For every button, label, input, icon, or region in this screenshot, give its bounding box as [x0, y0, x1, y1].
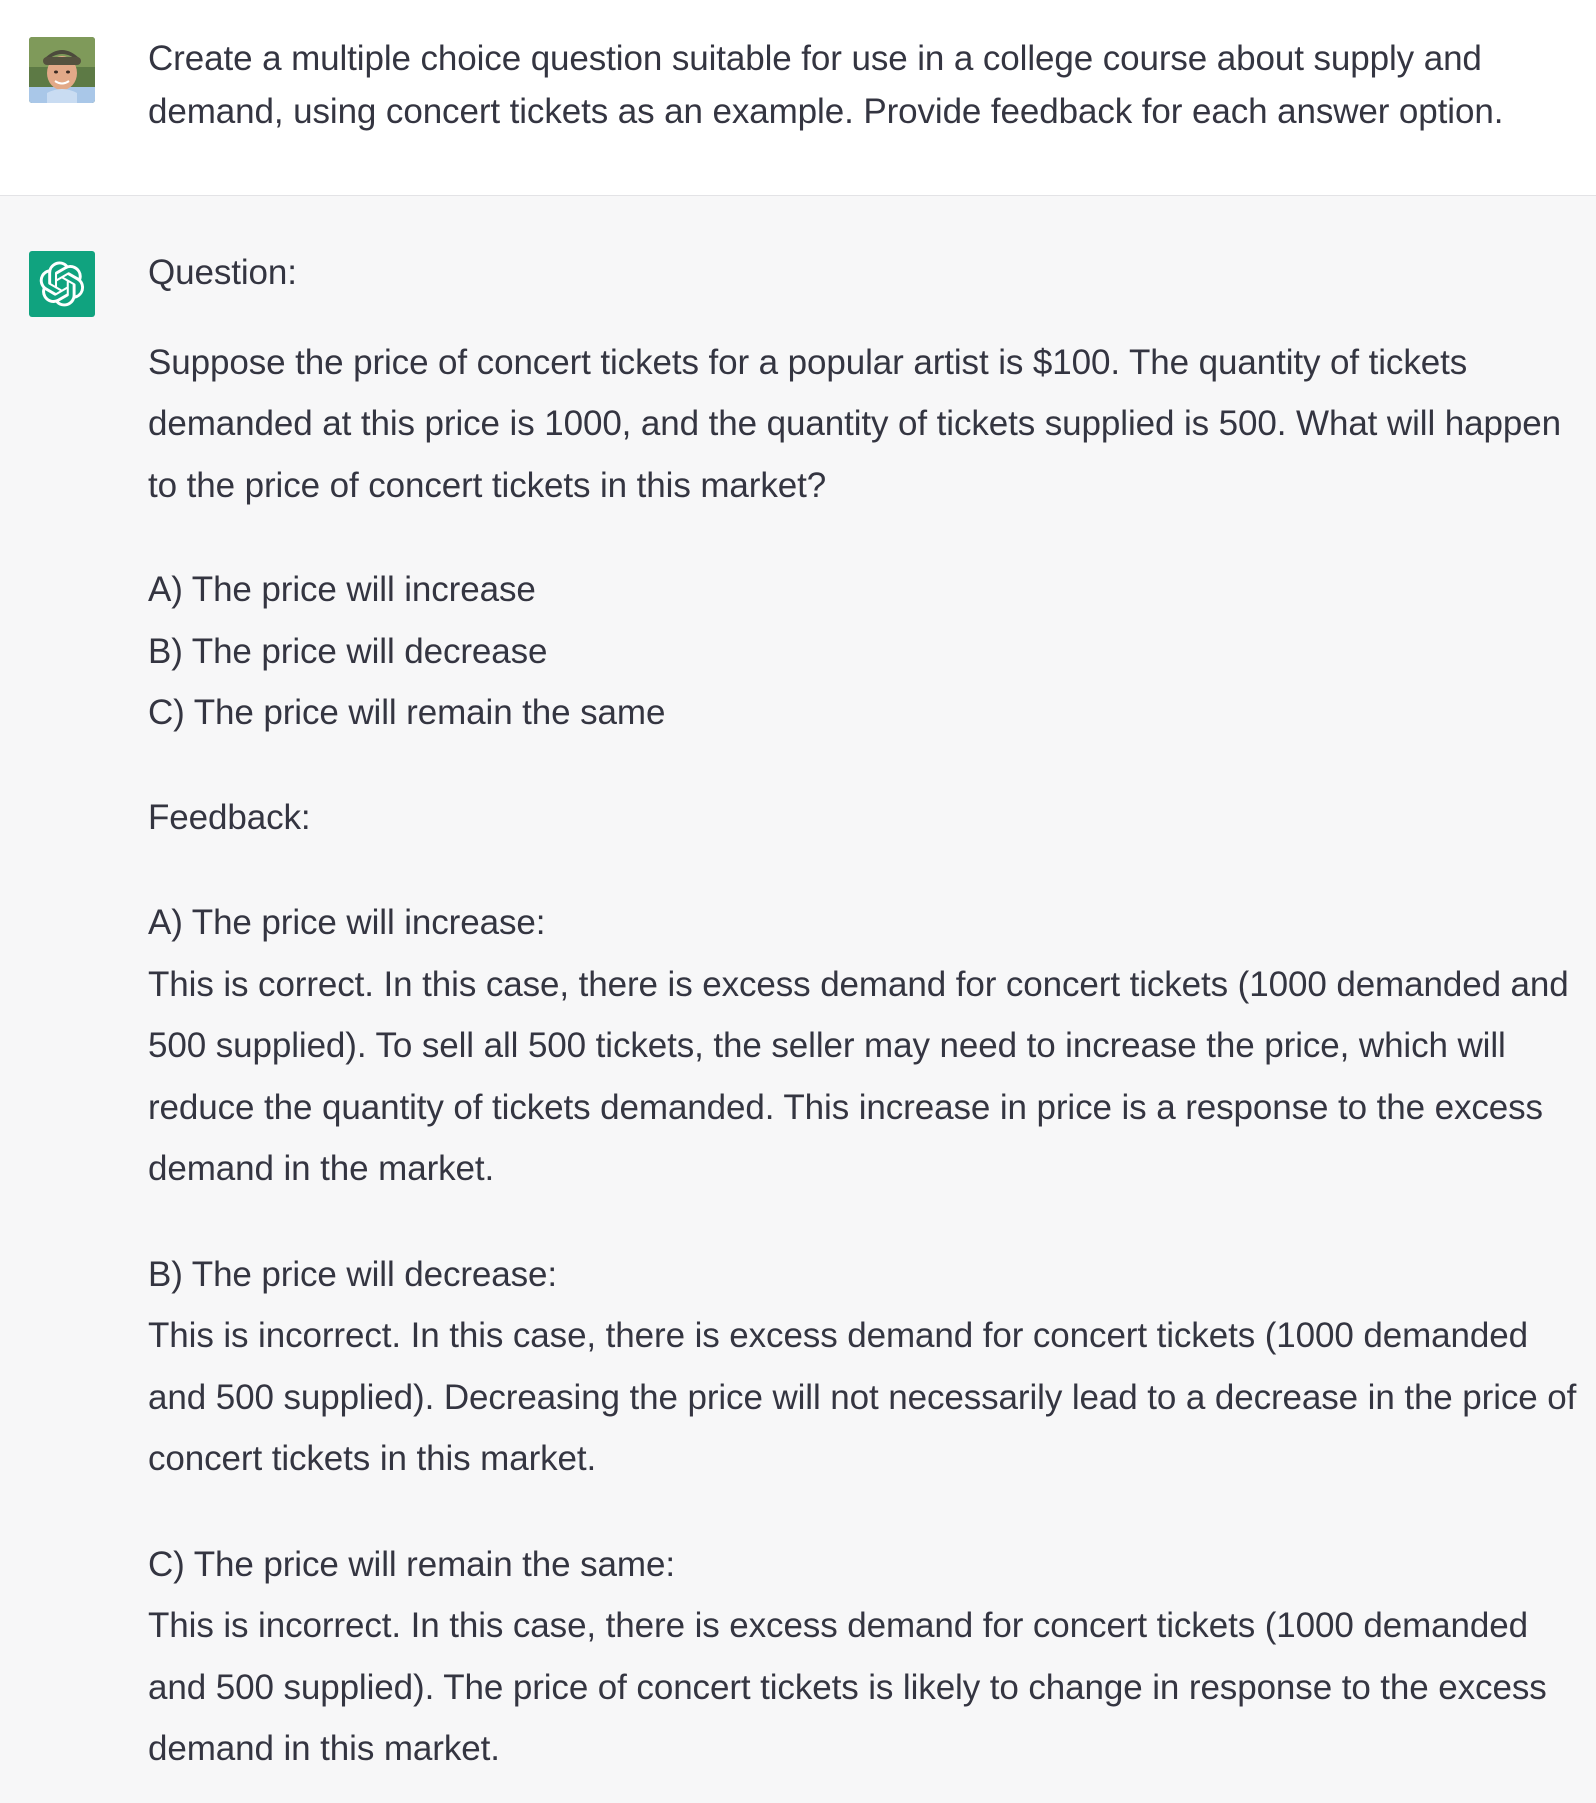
spacer — [148, 304, 1584, 332]
spacer — [148, 1490, 1584, 1534]
spacer — [148, 744, 1584, 787]
question-heading: Question: — [148, 253, 297, 292]
spacer — [148, 848, 1584, 892]
spacer — [148, 516, 1584, 559]
feedback-c-text: This is incorrect. In this case, there is excess demand for concert tickets (1000 demanded and 500 supplied). The price of concert tickets is likely to change in response to the excess demand in this market. — [148, 1606, 1547, 1768]
user-message-text: Create a multiple choice question suitable for use in a college course about supply and demand, using concert tickets as an example. Provide feedback for each answer option. — [148, 39, 1504, 131]
feedback-c-label: C) The price will remain the same: — [148, 1544, 675, 1584]
spacer — [148, 1200, 1584, 1244]
assistant-avatar — [29, 251, 95, 317]
assistant-message-body — [148, 242, 1584, 1780]
user-avatar — [29, 37, 95, 103]
answer-option-c: C) The price will remain the same — [148, 693, 666, 732]
feedback-heading: Feedback: — [148, 797, 311, 837]
feedback-b-text: This is incorrect. In this case, there is excess demand for concert tickets (1000 demanded and 500 supplied). Decreasing the price will not necessarily lead to a decrease in the price of concert tickets in this market. — [148, 1316, 1577, 1478]
feedback-a-text: This is correct. In this case, there is excess demand for concert tickets (1000 demanded and 500 supplied). To sell all 500 tickets, the seller may need to increase the price, which will reduce the quantity of tickets demanded. This increase in price is a response to the excess demand in the market. — [148, 964, 1569, 1188]
user-message-row — [0, 0, 1596, 196]
assistant-message-row — [0, 196, 1596, 1803]
openai-logo-icon — [39, 261, 85, 307]
question-body: Suppose the price of concert tickets for a popular artist is $100. The quantity of tickets demanded at this price is 1000, and the quantity of tickets supplied is 500. What will happen to the price of concert tickets in this market? — [148, 342, 1561, 505]
answer-option-a: A) The price will increase — [148, 570, 536, 609]
user-photo-avatar-icon — [29, 37, 95, 103]
answer-option-b: B) The price will decrease — [148, 631, 548, 671]
feedback-b-label: B) The price will decrease: — [148, 1254, 558, 1294]
feedback-a-label: A) The price will increase: — [148, 903, 546, 942]
